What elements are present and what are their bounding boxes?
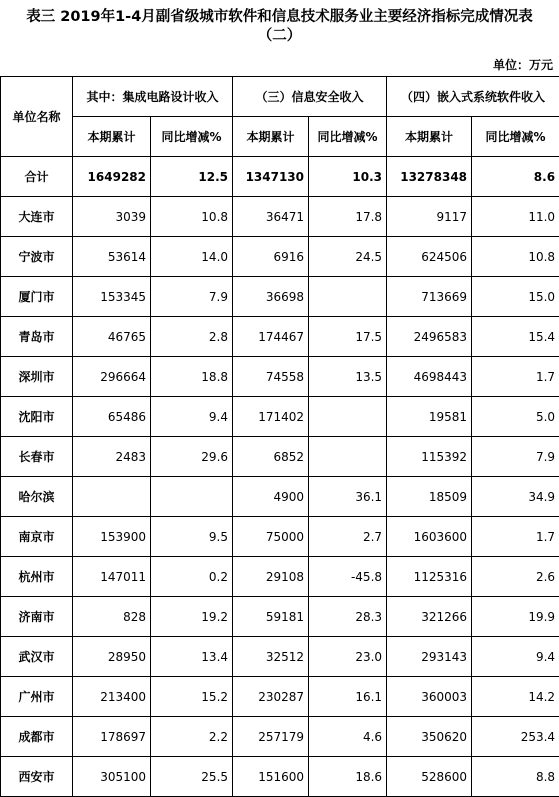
cumulative-value: 1649282 (73, 157, 151, 197)
cumulative-value: 1347130 (233, 157, 309, 197)
city-name: 南京市 (1, 517, 73, 557)
cumulative-value: 36698 (233, 277, 309, 317)
table-body (1, 157, 559, 797)
cumulative-value: 46765 (73, 317, 151, 357)
cumulative-value: 1603600 (387, 517, 472, 557)
yoy-change-value: 10.8 (151, 197, 233, 237)
yoy-change-value: 4.6 (309, 717, 387, 757)
cumulative-value: 257179 (233, 717, 309, 757)
yoy-change-value: 1.7 (472, 517, 559, 557)
header-group-embedded: （四）嵌入式系统软件收入 (387, 77, 559, 117)
yoy-change-value: 19.2 (151, 597, 233, 637)
yoy-change-value: -45.8 (309, 557, 387, 597)
city-name: 成都市 (1, 717, 73, 757)
table-row (1, 277, 559, 317)
header-sub-yoy: 同比增减% (151, 117, 233, 157)
total-row (1, 157, 559, 197)
header-sub-cumulative: 本期累计 (73, 117, 151, 157)
header-group-ic-design: 其中：集成电路设计收入 (73, 77, 233, 117)
cumulative-value: 624506 (387, 237, 472, 277)
cumulative-value: 6916 (233, 237, 309, 277)
yoy-change-value: 2.2 (151, 717, 233, 757)
cumulative-value: 2483 (73, 437, 151, 477)
yoy-change-value: 10.8 (472, 237, 559, 277)
yoy-change-value: 19.9 (472, 597, 559, 637)
city-name: 青岛市 (1, 317, 73, 357)
cumulative-value (73, 477, 151, 517)
header-sub-yoy: 同比增减% (472, 117, 559, 157)
cumulative-value: 178697 (73, 717, 151, 757)
city-name: 大连市 (1, 197, 73, 237)
unit-label: 单位：万元 (492, 58, 553, 72)
yoy-change-value (309, 397, 387, 437)
cumulative-value: 6852 (233, 437, 309, 477)
yoy-change-value: 18.8 (151, 357, 233, 397)
cumulative-value: 18509 (387, 477, 472, 517)
yoy-change-value: 10.3 (309, 157, 387, 197)
yoy-change-value: 25.5 (151, 757, 233, 797)
header-unit-name: 单位名称 (1, 77, 73, 157)
table-row (1, 757, 559, 797)
cumulative-value: 528600 (387, 757, 472, 797)
cumulative-value: 13278348 (387, 157, 472, 197)
cumulative-value: 32512 (233, 637, 309, 677)
header-sub-cumulative: 本期累计 (387, 117, 472, 157)
yoy-change-value: 17.5 (309, 317, 387, 357)
yoy-change-value: 9.4 (151, 397, 233, 437)
city-name: 深圳市 (1, 357, 73, 397)
yoy-change-value: 8.8 (472, 757, 559, 797)
cumulative-value: 65486 (73, 397, 151, 437)
city-name: 西安市 (1, 757, 73, 797)
cumulative-value: 147011 (73, 557, 151, 597)
yoy-change-value: 7.9 (151, 277, 233, 317)
yoy-change-value: 13.4 (151, 637, 233, 677)
cumulative-value: 151600 (233, 757, 309, 797)
cumulative-value: 1125316 (387, 557, 472, 597)
yoy-change-value: 2.6 (472, 557, 559, 597)
header-group-info-security: （三）信息安全收入 (233, 77, 387, 117)
cumulative-value: 74558 (233, 357, 309, 397)
yoy-change-value: 13.5 (309, 357, 387, 397)
yoy-change-value: 24.5 (309, 237, 387, 277)
city-name: 济南市 (1, 597, 73, 637)
yoy-change-value: 1.7 (472, 357, 559, 397)
yoy-change-value: 16.1 (309, 677, 387, 717)
yoy-change-value: 15.0 (472, 277, 559, 317)
yoy-change-value: 12.5 (151, 157, 233, 197)
table-row (1, 197, 559, 237)
yoy-change-value: 15.2 (151, 677, 233, 717)
table-row (1, 477, 559, 517)
cumulative-value: 153345 (73, 277, 151, 317)
cumulative-value: 4900 (233, 477, 309, 517)
cumulative-value: 19581 (387, 397, 472, 437)
cumulative-value: 75000 (233, 517, 309, 557)
cumulative-value: 230287 (233, 677, 309, 717)
cumulative-value: 296664 (73, 357, 151, 397)
cumulative-value: 36471 (233, 197, 309, 237)
yoy-change-value: 253.4 (472, 717, 559, 757)
yoy-change-value: 14.0 (151, 237, 233, 277)
yoy-change-value (309, 437, 387, 477)
yoy-change-value: 23.0 (309, 637, 387, 677)
data-table (0, 76, 559, 797)
yoy-change-value: 9.4 (472, 637, 559, 677)
table-row (1, 397, 559, 437)
table-row (1, 677, 559, 717)
yoy-change-value: 15.4 (472, 317, 559, 357)
table-row (1, 317, 559, 357)
cumulative-value: 713669 (387, 277, 472, 317)
yoy-change-value: 5.0 (472, 397, 559, 437)
yoy-change-value: 0.2 (151, 557, 233, 597)
yoy-change-value: 34.9 (472, 477, 559, 517)
yoy-change-value: 14.2 (472, 677, 559, 717)
cumulative-value: 293143 (387, 637, 472, 677)
yoy-change-value: 18.6 (309, 757, 387, 797)
yoy-change-value: 29.6 (151, 437, 233, 477)
cumulative-value: 305100 (73, 757, 151, 797)
cumulative-value: 828 (73, 597, 151, 637)
city-name: 合计 (1, 157, 73, 197)
table-row (1, 597, 559, 637)
cumulative-value: 321266 (387, 597, 472, 637)
cumulative-value: 4698443 (387, 357, 472, 397)
cumulative-value: 174467 (233, 317, 309, 357)
city-name: 广州市 (1, 677, 73, 717)
yoy-change-value (309, 277, 387, 317)
city-name: 杭州市 (1, 557, 73, 597)
yoy-change-value (151, 477, 233, 517)
yoy-change-value: 9.5 (151, 517, 233, 557)
table-title: 表三 2019年1-4月副省级城市软件和信息技术服务业主要经济指标完成情况表（二） (26, 9, 533, 44)
table-row (1, 237, 559, 277)
cumulative-value: 153900 (73, 517, 151, 557)
cumulative-value: 350620 (387, 717, 472, 757)
yoy-change-value: 2.7 (309, 517, 387, 557)
header-sub-yoy: 同比增减% (309, 117, 387, 157)
yoy-change-value: 7.9 (472, 437, 559, 477)
cumulative-value: 29108 (233, 557, 309, 597)
cumulative-value: 115392 (387, 437, 472, 477)
table-row (1, 517, 559, 557)
cumulative-value: 360003 (387, 677, 472, 717)
cumulative-value: 3039 (73, 197, 151, 237)
cumulative-value: 53614 (73, 237, 151, 277)
cumulative-value: 171402 (233, 397, 309, 437)
yoy-change-value: 11.0 (472, 197, 559, 237)
header-sub-cumulative: 本期累计 (233, 117, 309, 157)
cumulative-value: 28950 (73, 637, 151, 677)
table-row (1, 637, 559, 677)
yoy-change-value: 28.3 (309, 597, 387, 637)
yoy-change-value: 17.8 (309, 197, 387, 237)
city-name: 武汉市 (1, 637, 73, 677)
table-row (1, 357, 559, 397)
cumulative-value: 9117 (387, 197, 472, 237)
cumulative-value: 2496583 (387, 317, 472, 357)
yoy-change-value: 8.6 (472, 157, 559, 197)
cumulative-value: 213400 (73, 677, 151, 717)
city-name: 沈阳市 (1, 397, 73, 437)
yoy-change-value: 2.8 (151, 317, 233, 357)
table-row (1, 557, 559, 597)
table-row (1, 717, 559, 757)
table-row (1, 437, 559, 477)
city-name: 哈尔滨 (1, 477, 73, 517)
city-name: 宁波市 (1, 237, 73, 277)
cumulative-value: 59181 (233, 597, 309, 637)
yoy-change-value: 36.1 (309, 477, 387, 517)
city-name: 厦门市 (1, 277, 73, 317)
city-name: 长春市 (1, 437, 73, 477)
